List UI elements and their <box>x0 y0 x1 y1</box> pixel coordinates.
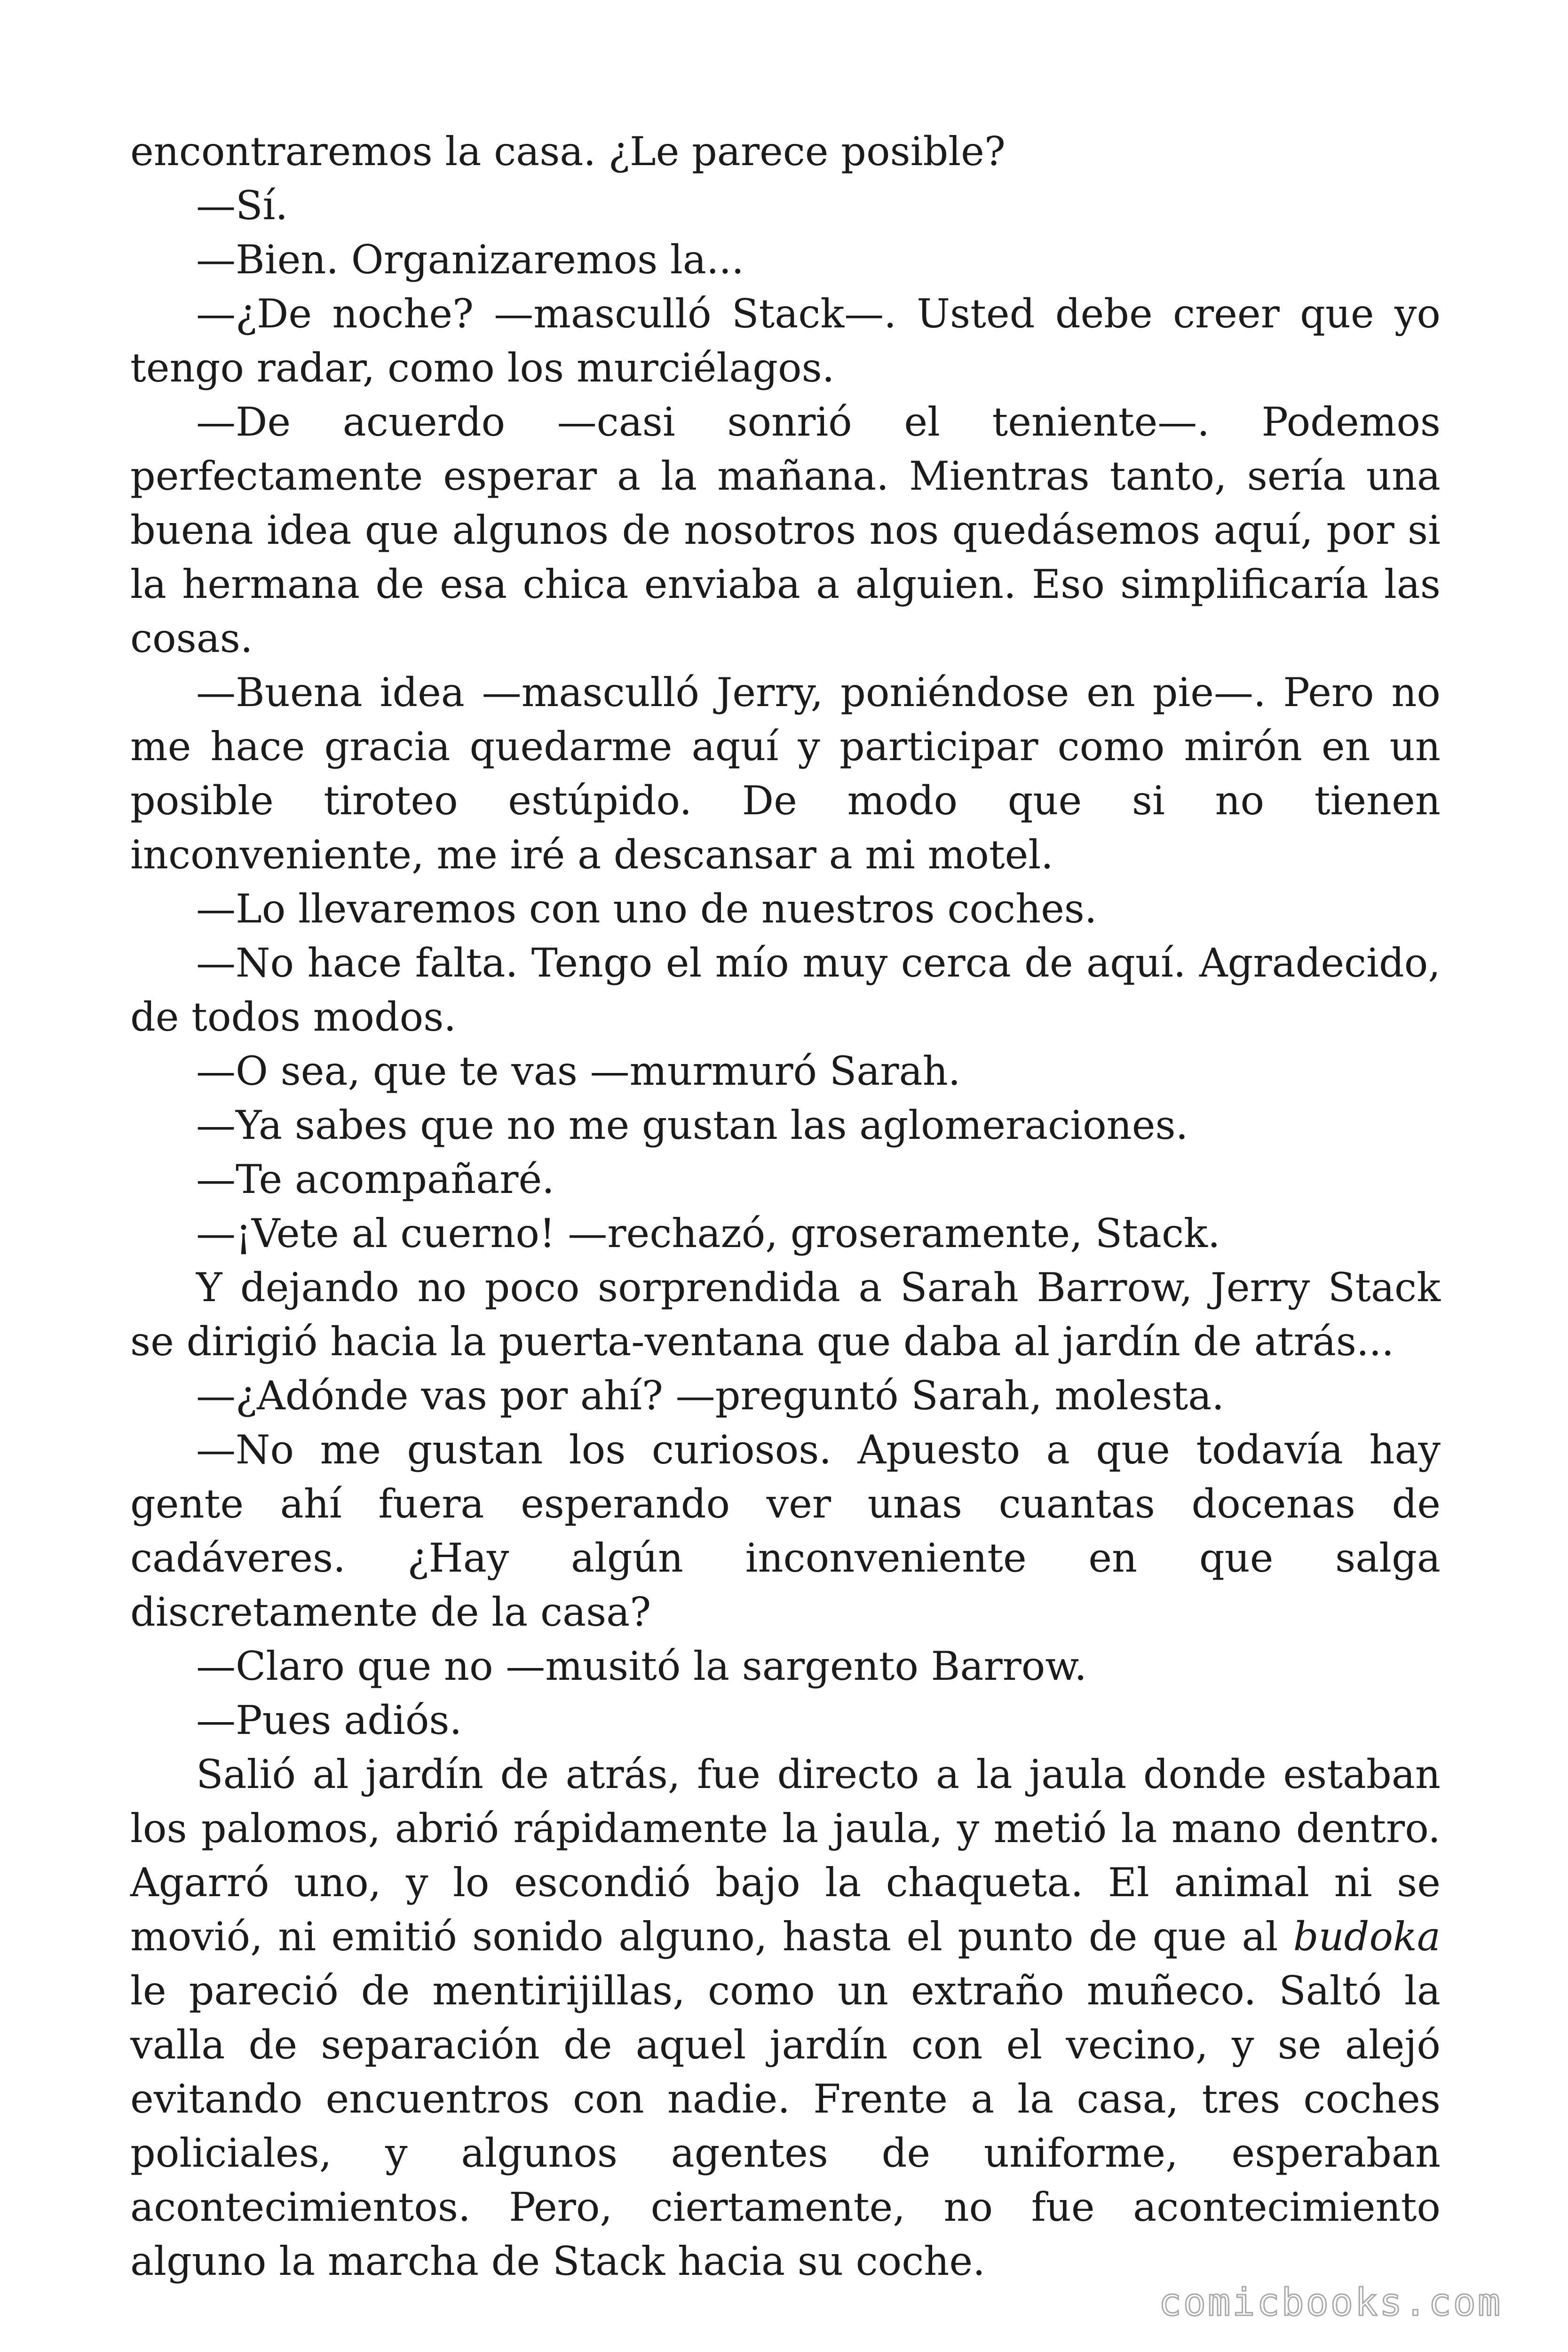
paragraph: —¡Vete al cuerno! —rechazó, groseramente, Stack. <box>196 1210 1220 1256</box>
watermark: comicbooks.com <box>1158 2280 1502 2324</box>
paragraph-text-before: Salió al jardín de atrás, fue directo a la jaula donde estaban los palomos, abrió rápidamente la jaula, y metió la mano dentro. Agarró uno, y lo escondió bajo la chaqueta. El animal ni se movió, ni emitió sonido alguno, hasta el punto de que al <box>130 1751 1441 1960</box>
paragraph: —Te acompañaré. <box>196 1156 554 1202</box>
paragraph: —O sea, que te vas —murmuró Sarah. <box>196 1048 961 1094</box>
last-paragraph <box>130 1748 1441 2288</box>
paragraph: —Bien. Organizaremos la... <box>196 237 744 283</box>
paragraph: —¿Adónde vas por ahí? —preguntó Sarah, molesta. <box>196 1373 1225 1419</box>
paragraph: Y dejando no poco sorprendida a Sarah Barrow, Jerry Stack se dirigió hacia la puerta-ventana que daba al jardín de atrás... <box>130 1264 1441 1365</box>
paragraph: —Ya sabes que no me gustan las aglomeraciones. <box>196 1102 1188 1148</box>
paragraph: —Lo llevaremos con uno de nuestros coches. <box>196 886 1097 932</box>
paragraph: —Pues adiós. <box>196 1697 462 1743</box>
page-body <box>130 125 1441 2288</box>
paragraph: —Buena idea —masculló Jerry, poniéndose en pie—. Pero no me hace gracia quedarme aquí y participar como mirón en un posible tiroteo estúpido. De modo que si no tienen inconveniente, me iré a descansar a mi motel. <box>130 669 1441 878</box>
paragraph: —Claro que no —musitó la sargento Barrow. <box>196 1643 1087 1689</box>
paragraph-text-after: le pareció de mentirijillas, como un extraño muñeco. Saltó la valla de separación de aquel jardín con el vecino, y se alejó evitando encuentros con nadie. Frente a la casa, tres coches policiales, y algunos agentes de uniforme, esperaban acontecimientos. Pero, ciertamente, no fue acontecimiento alguno la marcha de Stack hacia su coche. <box>130 1968 1441 2284</box>
paragraph: encontraremos la casa. ¿Le parece posible? <box>130 128 1006 175</box>
paragraph: —¿De noche? —masculló Stack—. Usted debe creer que yo tengo radar, como los murciélagos. <box>130 291 1441 391</box>
paragraph: —De acuerdo —casi sonrió el teniente—. Podemos perfectamente esperar a la mañana. Mientras tanto, sería una buena idea que algunos de nosotros nos quedásemos aquí, por si la hermana de esa chica enviaba a alguien. Eso simplificaría las cosas. <box>130 399 1441 661</box>
paragraph: —No me gustan los curiosos. Apuesto a que todavía hay gente ahí fuera esperando ver unas cuantas docenas de cadáveres. ¿Hay algún inconveniente en que salga discretamente de la casa? <box>130 1427 1441 1635</box>
italic-term: budoka <box>1293 1914 1441 1960</box>
paragraph: —Sí. <box>196 183 288 229</box>
paragraph: —No hace falta. Tengo el mío muy cerca de aquí. Agradecido, de todos modos. <box>130 940 1441 1040</box>
